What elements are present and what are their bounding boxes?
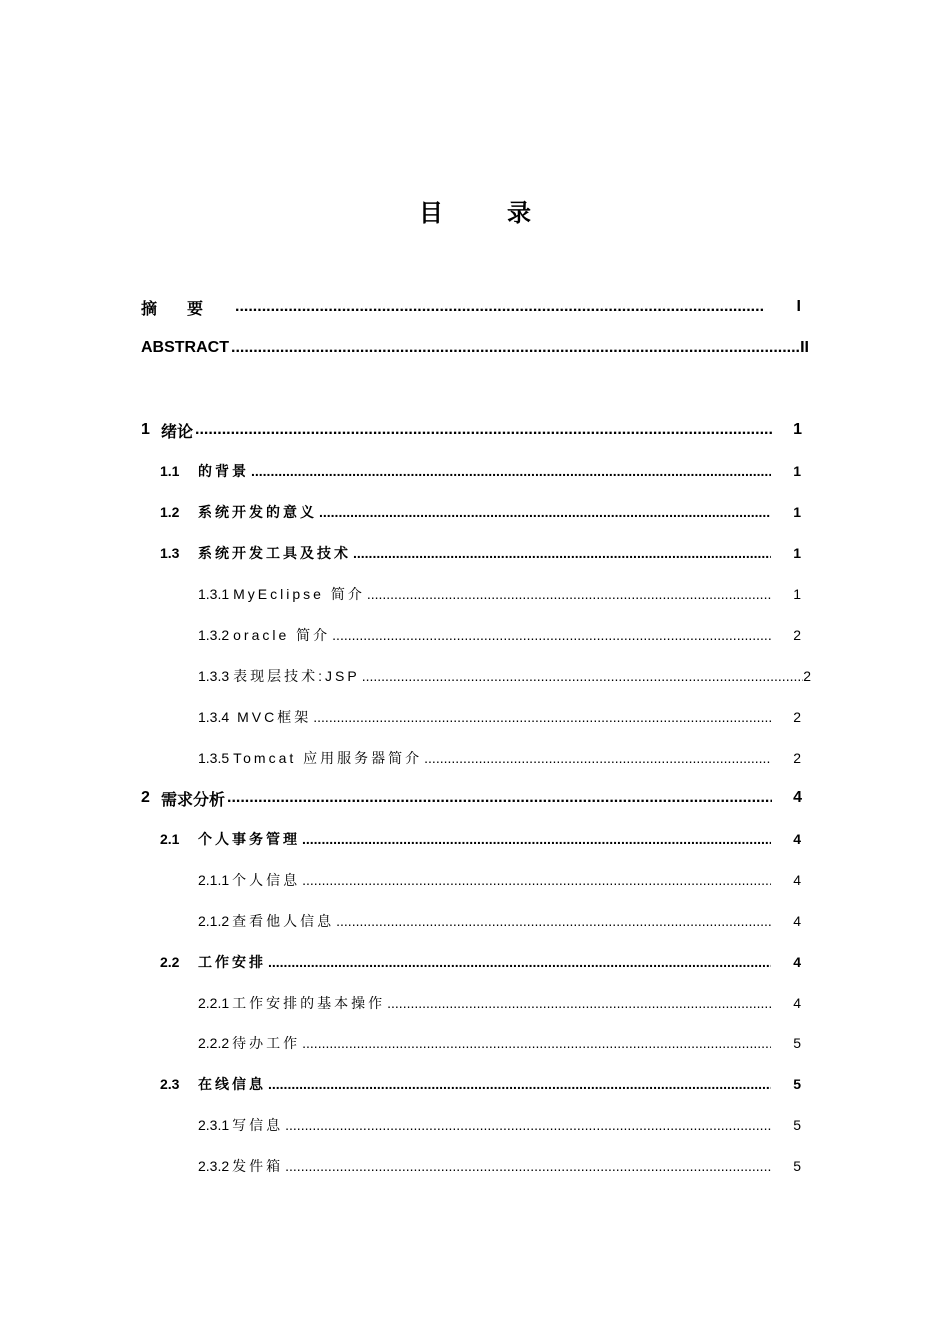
toc-leader-dots [231, 339, 800, 357]
toc-entry-number: 1.3.1 [198, 586, 230, 602]
toc-entry-section[interactable] [160, 459, 801, 483]
toc-entry-page: 1 [793, 504, 801, 520]
page-title: 目录 [419, 199, 595, 227]
toc-entry-number: 2.3.1 [198, 1117, 230, 1133]
toc-entry-number: 1.3.5 [198, 750, 230, 766]
toc-leader-dots [285, 1117, 771, 1133]
toc-entry-subsection[interactable] [198, 664, 811, 688]
toc-entry-subsection[interactable] [198, 909, 801, 933]
toc-entry-label: 系统开发的意义 [198, 504, 317, 520]
toc-leader-dots [362, 668, 803, 684]
toc-entry-section[interactable] [160, 541, 801, 565]
toc-entry-chapter[interactable] [141, 786, 802, 810]
toc-entry-label: 待办工作 [232, 1035, 301, 1051]
toc-entry-number: 2.2 [160, 954, 180, 970]
toc-leader-dots [319, 504, 771, 520]
toc-entry-label: 需求分析 [161, 791, 226, 809]
toc-entry-subsection[interactable] [198, 1154, 801, 1178]
toc-entry-label: oracle 简介 [233, 627, 331, 643]
toc-entry-label: 个人事务管理 [198, 831, 300, 847]
toc-entry-number: 2.3.2 [198, 1158, 230, 1174]
toc-leader-dots [367, 586, 771, 602]
toc-leader-dots [195, 421, 772, 439]
toc-entry-subsection[interactable] [198, 705, 801, 729]
toc-entry-page: II [800, 339, 809, 356]
toc-entry-page: 1 [793, 463, 801, 479]
toc-entry-section[interactable] [160, 827, 801, 851]
toc-entry-label: ABSTRACT [141, 339, 229, 356]
toc-entry-subsection[interactable] [198, 1113, 801, 1137]
toc-entry-number: 1.3.2 [198, 627, 230, 643]
toc-entry-number: 1.1 [160, 463, 180, 479]
toc-leader-dots [302, 1035, 771, 1051]
toc-entry-number: 2.2.2 [198, 1035, 230, 1051]
toc-leader-dots [332, 627, 771, 643]
toc-entry-page: 2 [793, 750, 801, 766]
toc-entry-label: MVC框架 [237, 709, 312, 725]
toc-leader-dots [235, 298, 765, 316]
toc-entry-page: 4 [793, 831, 801, 847]
toc-entry-label: 工作安排的基本操作 [232, 995, 386, 1011]
toc-entry-label: 系统开发工具及技术 [198, 545, 351, 561]
toc-entry-abstract-en[interactable] [141, 336, 809, 360]
toc-entry-section[interactable] [160, 500, 801, 524]
toc-entry-number: 2.1.1 [198, 872, 230, 888]
toc-entry-number: 2.2.1 [198, 995, 230, 1011]
toc-entry-page: 1 [793, 545, 801, 561]
toc-leader-dots [313, 709, 771, 725]
toc-entry-page: 5 [793, 1076, 801, 1092]
toc-entry-page: 2 [793, 709, 801, 725]
toc-entry-page: 1 [793, 586, 801, 602]
toc-leader-dots [268, 1076, 771, 1092]
toc-entry-page: I [796, 298, 801, 315]
toc-entry-page: 2 [803, 668, 811, 684]
toc-entry-number: 2.1.2 [198, 913, 230, 929]
toc-entry-subsection[interactable] [198, 623, 801, 647]
toc-leader-dots [227, 789, 772, 807]
toc-entry-number: 1.3.4 [198, 709, 230, 725]
toc-entry-label: 工作安排 [198, 954, 266, 970]
toc-leader-dots [353, 545, 771, 561]
toc-entry-label: 发件箱 [232, 1158, 284, 1174]
toc-leader-dots [268, 954, 771, 970]
toc-entry-subsection[interactable] [198, 868, 801, 892]
toc-entry-page: 1 [793, 421, 802, 438]
toc-entry-number: 2 [141, 789, 150, 806]
toc-entry-page: 5 [793, 1158, 801, 1174]
toc-entry-page: 5 [793, 1117, 801, 1133]
toc-leader-dots [302, 872, 771, 888]
toc-entry-subsection[interactable] [198, 746, 801, 770]
toc-entry-label: 在线信息 [198, 1076, 266, 1092]
toc-entry-chapter[interactable] [141, 418, 802, 442]
toc-entry-section[interactable] [160, 950, 801, 974]
toc-entry-number: 1.2 [160, 504, 180, 520]
toc-entry-label: 个人信息 [232, 872, 301, 888]
toc-entry-label: MyEclipse 简介 [233, 586, 365, 602]
toc-entry-number: 1.3 [160, 545, 180, 561]
toc-entry-subsection[interactable] [198, 1031, 801, 1055]
toc-leader-dots [387, 995, 771, 1011]
toc-entry-number: 2.3 [160, 1076, 180, 1092]
toc-entry-label: 查看他人信息 [232, 913, 335, 929]
toc-leader-dots [302, 831, 771, 847]
toc-entry-label: 表现层技术:JSP [233, 668, 360, 684]
toc-entry-page: 5 [793, 1035, 801, 1051]
toc-entry-label: Tomcat 应用服务器简介 [233, 750, 423, 766]
toc-leader-dots [336, 913, 771, 929]
toc-entry-page: 4 [793, 872, 801, 888]
toc-leader-dots [285, 1158, 771, 1174]
toc-entry-label: 写信息 [232, 1117, 284, 1133]
toc-entry-abstract-cn[interactable] [141, 295, 801, 319]
toc-entry-label: 绪论 [161, 423, 194, 441]
toc-entry-page: 4 [793, 954, 801, 970]
toc-entry-number: 2.1 [160, 831, 180, 847]
toc-entry-label: 摘要 [141, 300, 234, 318]
toc-entry-number: 1.3.3 [198, 668, 230, 684]
toc-leader-dots [424, 750, 771, 766]
toc-entry-subsection[interactable] [198, 582, 801, 606]
toc-entry-page: 4 [793, 789, 802, 806]
toc-leader-dots [251, 463, 771, 479]
toc-entry-label: 的背景 [198, 463, 249, 479]
toc-entry-subsection[interactable] [198, 991, 801, 1015]
toc-entry-page: 4 [793, 995, 801, 1011]
toc-entry-number: 1 [141, 421, 150, 438]
toc-entry-page: 2 [793, 627, 801, 643]
toc-entry-page: 4 [793, 913, 801, 929]
toc-entry-section[interactable] [160, 1072, 801, 1096]
